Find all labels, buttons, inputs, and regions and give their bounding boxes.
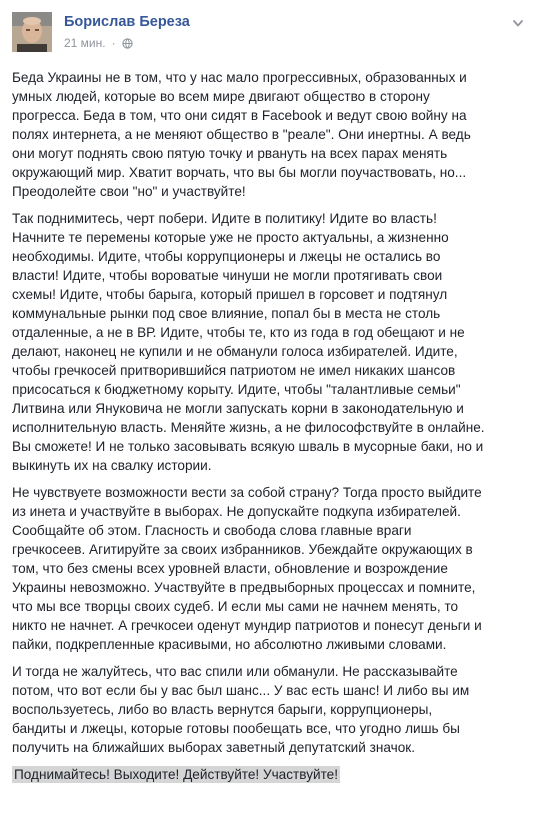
- avatar[interactable]: [12, 12, 52, 52]
- post-meta: [64, 36, 133, 50]
- post-paragraph-2: Так поднимитесь, черт побери. Идите в политику! Идите во власть! Начните те перемены которые уже не просто актуальны, а жизненно необходимы. Идите, чтобы коррупционеры и лжецы не остались во власти! Идите, чтобы вороватые чинуши не могли протягивать свои схемы! Идите, чтобы барыга, который пришел в горсовет и подтянул коммунальные рынки под свое влияние, попал бы в места не столь отдаленные, а не в ВР. Идите, чтобы те, кто из года в год обещают и не делают, наконец не купили и не обманули голоса избирателей. Идите, чтобы гречкосей притворившийся патриотом не имел никаких шансов присосаться к бюджетному корыту. Идите, чтобы "талантливые семьи" Литвина или Януковича не могли запускать корни в законодательную и исполнительную власть. Меняйте жизнь, а не философствуйте в онлайне. Вы сможете! И не только засовывать всякую шваль в мусорные баки, но и выкинуть их на свалку истории.: [12, 211, 485, 473]
- post-paragraph-3: Не чувствуете возможности вести за собой страну? Тогда просто выйдите из инета и участвуйте в выборах. Не допускайте подкупа избирателей. Сообщайте об этом. Гласность и свобода слова главные враги гречкосеев. Агитируйте за своих избранников. Убеждайте окружающих в том, что без смены всех уровней власти, обновление и возрождение Украины невозможно. Участвуйте в предвыборных процессах и помните, что мы все творцы своих судеб. И если мы сами не начнем менять, то никто не начнет. А гречкосеи оденут мундир патриотов и понесут деньги и пайки, подкрепленные красивыми, но абсолютно лживыми словами.: [12, 485, 482, 652]
- chevron-down-icon[interactable]: [511, 16, 525, 30]
- post-header: [12, 12, 531, 58]
- post-paragraph-4: И тогда не жалуйтесь, что вас спили или обманули. Не рассказывайте потом, что вот если бы у вас был шанс... У вас есть шанс! И либо вы им воспользуетесь, либо во власть вернутся барыги, коррупционеры, бандиты и лжецы, которые готовы пообещать все, что угодно лишь бы получить на ближайших выборах заветный депутатский значок.: [12, 664, 470, 755]
- closing-highlight: Поднимайтесь! Выходите! Действуйте! Участвуйте!: [14, 767, 338, 782]
- post-body: [12, 68, 532, 792]
- author-name-link[interactable]: Борислав Береза: [64, 14, 190, 30]
- meta-separator: ·: [111, 36, 116, 50]
- globe-icon[interactable]: [122, 38, 133, 49]
- post-timestamp[interactable]: 21 мин.: [64, 36, 106, 50]
- post-paragraph-1: Беда Украины не в том, что у нас мало прогрессивных, образованных и умных людей, которые во всем мире двигают общество в сторону прогресса. Беда в том, что они сидят в Facebook и ведут свою войну на полях интернета, а не меняют общество в "реале". Они инертны. А ведь они могут поднять свою пятую точку и рвануть на всех парах менять окружающий мир. Хватит ворчать, что вы бы могли поучаствовать, но... Преодолейте свои "но" и участвуйте!: [12, 70, 471, 199]
- post-closing-line: [12, 765, 532, 784]
